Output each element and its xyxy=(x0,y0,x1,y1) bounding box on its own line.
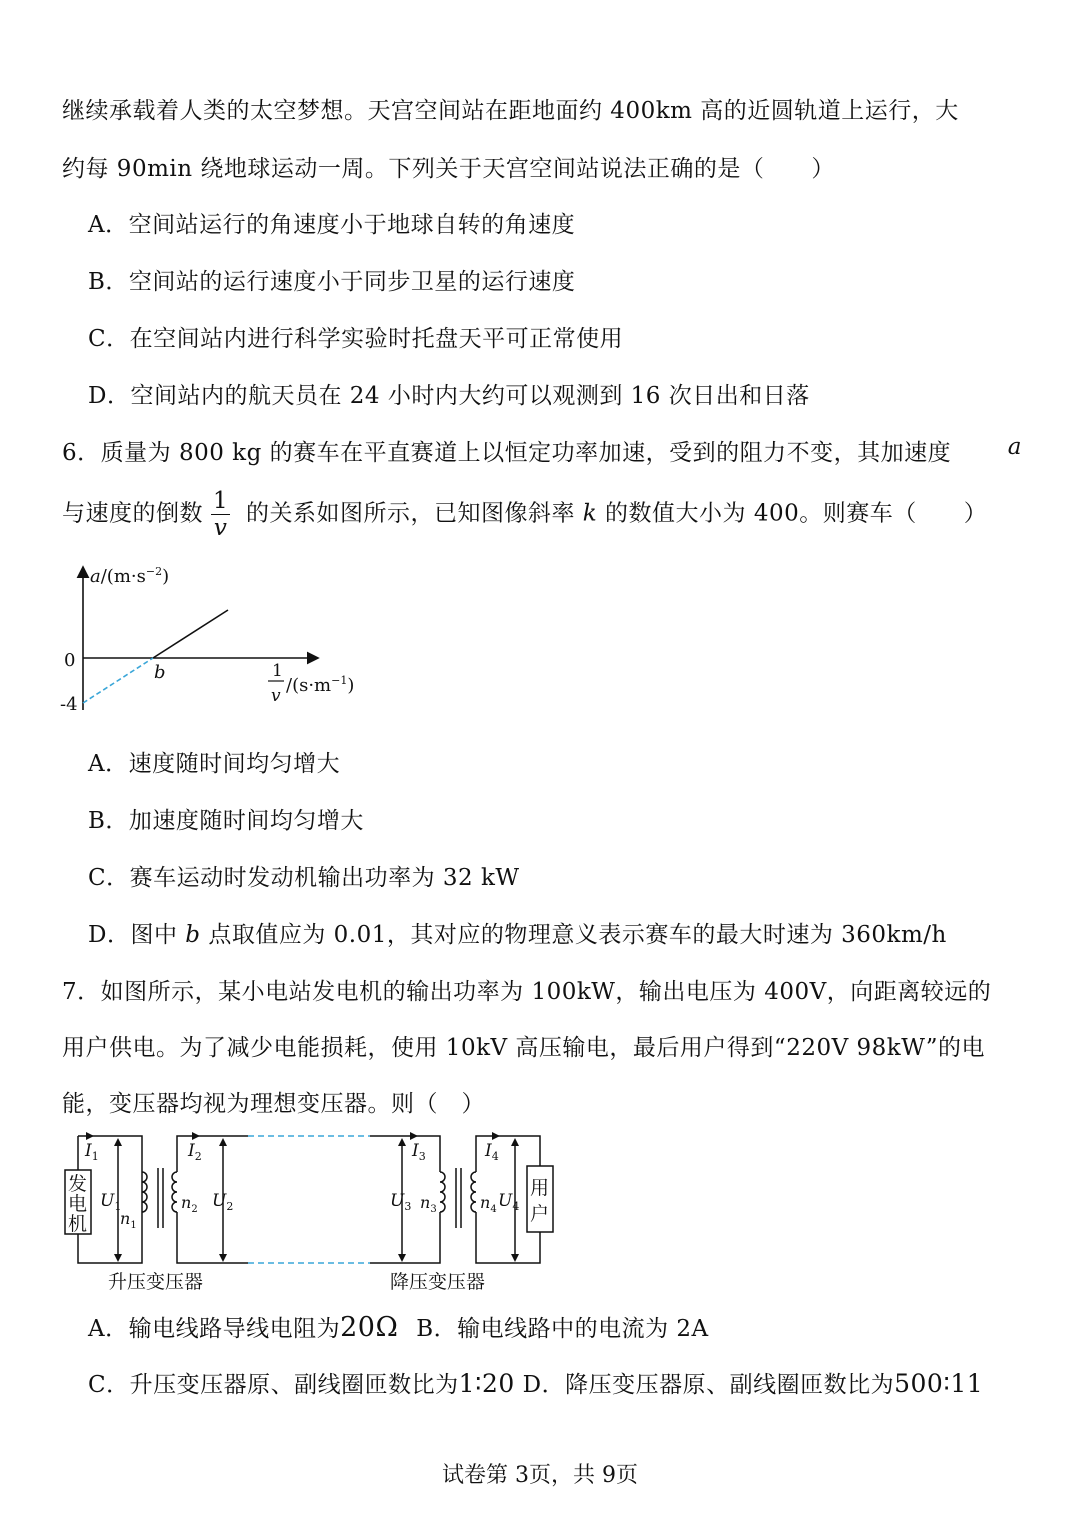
q7-option-b: B．输电线路中的电流为 2A xyxy=(416,1316,709,1342)
q6-line-1-text: 6．质量为 800 kg 的赛车在平直赛道上以恒定功率加速，受到的阻力不变，其加速度 xyxy=(62,440,952,466)
q7-option-c: C．升压变压器原、副线圈匝数比为 xyxy=(88,1372,459,1398)
q6-graph xyxy=(50,560,380,725)
label-n3: $n_3$ xyxy=(420,1193,437,1215)
q6-line-2 xyxy=(62,488,1022,541)
q6-option-d-c: 点取值应为 0.01，其对应的物理意义表示赛车的最大时速为 360km/h xyxy=(208,922,947,948)
step-up-label: 升压变压器 xyxy=(108,1271,204,1293)
q5-option-a: A．空间站运行的角速度小于地球自转的角速度 xyxy=(88,212,576,238)
q7-option-a-value: 20Ω xyxy=(340,1312,399,1343)
q6-frac-den: v xyxy=(213,515,228,541)
q6-option-a: A．速度随时间均匀增大 xyxy=(88,751,341,777)
q5-option-d: D．空间站内的航天员在 24 小时内大约可以观测到 16 次日出和日落 xyxy=(88,383,810,409)
label-I1: $I_1$ xyxy=(85,1141,99,1163)
q7-option-a: A．输电线路导线电阻为 xyxy=(88,1316,341,1342)
q6-option-b: B．加速度随时间均匀增大 xyxy=(88,808,364,834)
q6-var-k: k xyxy=(582,500,598,527)
label-U3: $U_3$ xyxy=(390,1191,412,1213)
q5-option-c: C．在空间站内进行科学实验时托盘天平可正常使用 xyxy=(88,326,624,352)
q7-option-c-value: 1∶20 xyxy=(458,1369,515,1398)
user-label-2: 户 xyxy=(530,1203,550,1225)
q6-intercept-label: -4 xyxy=(60,694,78,715)
q7-option-d-value: 500∶11 xyxy=(894,1369,984,1398)
q6-line-2-text-b: 的关系如图所示，已知图像斜率 xyxy=(245,500,575,527)
q6-line-1 xyxy=(62,434,1022,467)
q7-line-1: 7．如图所示，某小电站发电机的输出功率为 100kW，输出电压为 400V，向距离较远的 xyxy=(62,979,992,1005)
q6-y-label: $a/(m\cdot s^{-2})$ xyxy=(90,565,170,587)
q6-dashed-line xyxy=(83,658,153,703)
q7-option-d: D．降压变压器原、副线圈匝数比为 xyxy=(522,1372,895,1398)
q7-line-2: 用户供电。为了减少电能损耗，使用 10kV 高压输电，最后用户得到“220V 98kW”的电 xyxy=(62,1035,986,1061)
label-n2: $n_2$ xyxy=(181,1193,198,1215)
label-n1: $n_1$ xyxy=(120,1209,137,1231)
generator-label-2: 电 xyxy=(68,1193,88,1215)
q7-line-3: 能，变压器均视为理想变压器。则（ ） xyxy=(62,1091,485,1117)
q6-x-frac-num: 1 xyxy=(272,661,283,681)
label-n4: $n_4$ xyxy=(480,1193,497,1215)
label-I2: $I_2$ xyxy=(188,1141,202,1163)
q5-option-b: B．空间站的运行速度小于同步卫星的运行速度 xyxy=(88,269,576,295)
q6-fraction xyxy=(211,488,230,541)
label-I3: $I_3$ xyxy=(412,1141,426,1163)
page-footer: 试卷第 3页，共 9页 xyxy=(442,1463,638,1488)
label-U2: $U_2$ xyxy=(212,1191,234,1213)
q6-var-a: a xyxy=(1007,434,1022,460)
q6-option-d xyxy=(88,916,947,949)
q7-circuit-diagram xyxy=(60,1128,560,1298)
q6-line-2-text-c: 的数值大小为 400。则赛车（ ） xyxy=(605,500,988,527)
label-U4: $U_4$ xyxy=(498,1191,520,1213)
q6-x-frac-den: v xyxy=(271,686,281,706)
q6-x-label: $/(s\cdot m^{-1})$ xyxy=(286,674,355,696)
q6-frac-num: 1 xyxy=(213,488,229,514)
label-I4: $I_4$ xyxy=(485,1141,499,1163)
q6-b-label: b xyxy=(154,662,166,683)
q6-option-d-b: b xyxy=(185,922,201,948)
q7-option-row-ab xyxy=(88,1310,709,1343)
intro-line-2: 约每 90min 绕地球运动一周。下列关于天宫空间站说法正确的是（ ） xyxy=(62,156,835,182)
q6-option-d-a: D．图中 xyxy=(88,922,178,948)
q7-option-row-cd xyxy=(88,1366,983,1399)
user-label-1: 用 xyxy=(530,1177,550,1199)
generator-label-1: 发 xyxy=(68,1173,88,1195)
generator-label-3: 机 xyxy=(68,1213,88,1235)
q6-origin-label: 0 xyxy=(64,650,76,671)
q6-solid-line xyxy=(153,610,228,658)
q6-option-c: C．赛车运动时发动机输出功率为 32 kW xyxy=(88,865,520,891)
step-down-label: 降压变压器 xyxy=(390,1271,486,1293)
intro-line-1: 继续承载着人类的太空梦想。天宫空间站在距地面约 400km 高的近圆轨道上运行，大 xyxy=(62,98,959,124)
q6-line-2-text-a: 与速度的倒数 xyxy=(62,500,203,527)
label-U1: $U_1$ xyxy=(100,1191,122,1213)
